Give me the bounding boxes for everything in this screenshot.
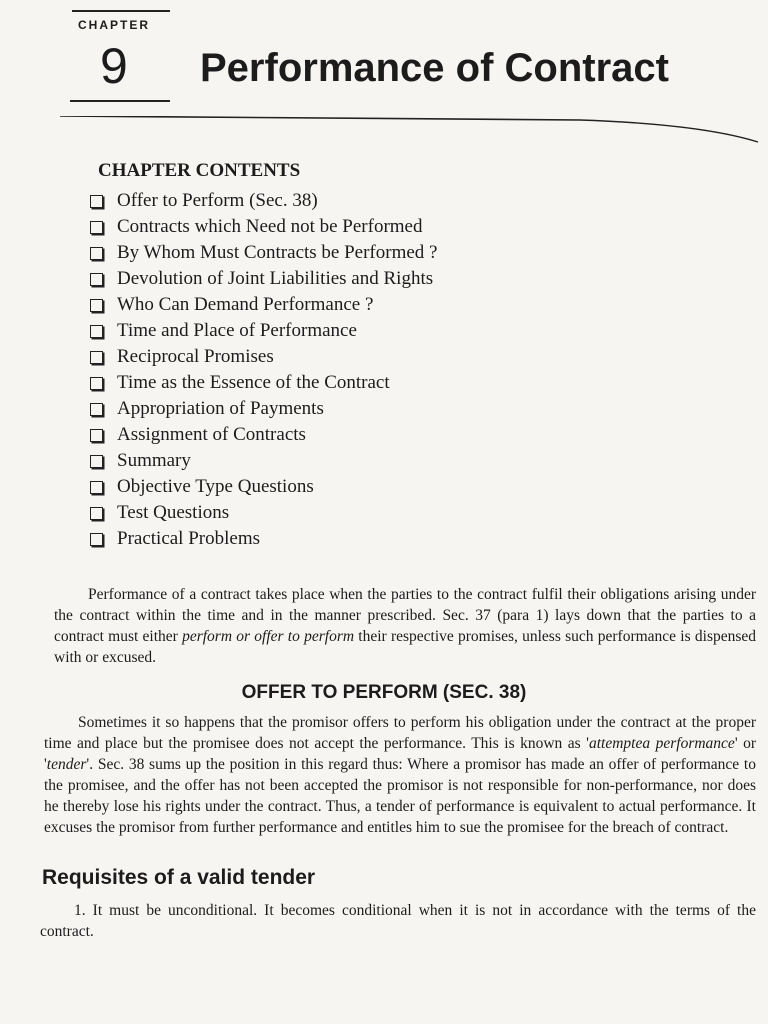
chapter-top-rule	[72, 10, 170, 12]
contents-item-label: Objective Type Questions	[117, 476, 314, 497]
contents-item-label: Assignment of Contracts	[117, 424, 306, 445]
intro-text-1: Performance of a contract takes place when the parties to the contract fulfil their obligations arising under the contract within the time and in the manner prescribed. Sec. 37 (para 1) lays down that the parties to a contract must either	[54, 586, 756, 645]
intro-emphasis: perform or offer to perform	[182, 628, 355, 645]
contents-item-label: Summary	[117, 450, 191, 471]
section-text-1: Sometimes it so happens that the promisor offers to perform his obligation under the contract at the proper time and place but the promisee does not accept the performance. This is known as '	[44, 714, 756, 752]
checkbox-icon	[90, 481, 103, 494]
checkbox-icon	[90, 195, 103, 208]
contents-item-label: By Whom Must Contracts be Performed ?	[117, 242, 438, 263]
checkbox-icon	[90, 429, 103, 442]
title-divider	[60, 116, 760, 146]
checkbox-icon	[90, 403, 103, 416]
contents-item	[90, 292, 438, 318]
contents-item	[90, 448, 438, 474]
contents-item-label: Contracts which Need not be Performed	[117, 216, 423, 237]
requisites-point-1	[40, 900, 756, 942]
section-heading: OFFER TO PERFORM (SEC. 38)	[241, 682, 527, 703]
section-emphasis-1: attemptea performance	[588, 735, 735, 752]
contents-item-label: Who Can Demand Performance ?	[117, 294, 374, 315]
checkbox-icon	[90, 299, 103, 312]
contents-item	[90, 240, 438, 266]
intro-text-2: their respective promises, unless such performance is dispensed with or excused.	[54, 628, 757, 666]
contents-item-label: Practical Problems	[117, 528, 260, 549]
chapter-number: 9	[100, 38, 128, 94]
contents-list	[90, 188, 438, 552]
contents-item	[90, 422, 438, 448]
chapter-number-rule	[70, 100, 170, 102]
contents-item	[90, 370, 438, 396]
contents-item-label: Time and Place of Performance	[117, 320, 357, 341]
contents-item-label: Test Questions	[117, 502, 230, 523]
checkbox-icon	[90, 507, 103, 520]
checkbox-icon	[90, 533, 103, 546]
contents-item-label: Appropriation of Payments	[117, 398, 324, 419]
contents-item	[90, 500, 438, 526]
contents-item-label: Reciprocal Promises	[117, 346, 274, 367]
contents-item	[90, 318, 438, 344]
contents-item	[90, 344, 438, 370]
contents-item-label: Offer to Perform (Sec. 38)	[117, 190, 318, 211]
checkbox-icon	[90, 455, 103, 468]
section-text-2: ' or '	[44, 735, 757, 773]
contents-item	[90, 214, 438, 240]
intro-paragraph	[54, 584, 756, 668]
contents-heading: CHAPTER CONTENTS	[98, 160, 301, 181]
checkbox-icon	[90, 221, 103, 234]
checkbox-icon	[90, 351, 103, 364]
contents-item-label: Devolution of Joint Liabilities and Rights	[117, 268, 434, 289]
contents-item	[90, 396, 438, 422]
section-text-3: '. Sec. 38 sums up the position in this regard thus: Where a promisor has made an offer of performance to the promisee, and the offer has not been accepted the promisor is not responsible for non-performance, nor does he thereby lose his rights under the contract. Thus, a tender of performance is equivalent to actual performance. It excuses the promisor from further performance and entitles him to sue the promisee for the breach of contract.	[44, 756, 756, 836]
requisites-heading: Requisites of a valid tender	[42, 866, 316, 889]
checkbox-icon	[90, 325, 103, 338]
chapter-title: Performance of Contract	[200, 46, 669, 90]
contents-item	[90, 188, 438, 214]
requisites-point-1-text: 1. It must be unconditional. It becomes conditional when it is not in accordance with the terms of the contract.	[40, 902, 756, 940]
section-paragraph	[44, 712, 756, 838]
contents-item-label: Time as the Essence of the Contract	[117, 372, 390, 393]
checkbox-icon	[90, 247, 103, 260]
contents-item	[90, 266, 438, 292]
contents-item	[90, 526, 438, 552]
checkbox-icon	[90, 377, 103, 390]
chapter-label: CHAPTER	[78, 18, 151, 32]
checkbox-icon	[90, 273, 103, 286]
contents-item	[90, 474, 438, 500]
section-emphasis-2: tender	[46, 756, 87, 773]
